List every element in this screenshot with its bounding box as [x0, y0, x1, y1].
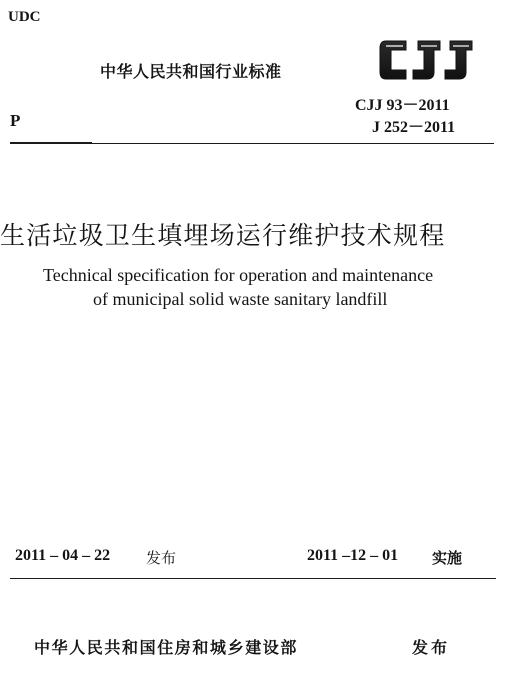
record-code: J 252－2011 — [372, 119, 456, 136]
classification-code: P — [10, 111, 21, 130]
implementation-label: 实施 — [432, 549, 463, 567]
publisher: 中华人民共和国住房和城乡建设部 — [34, 638, 299, 657]
issue-label: 发布 — [146, 549, 177, 567]
top-rule — [10, 143, 494, 144]
cjj-logo — [376, 35, 478, 85]
title-chinese: 生活垃圾卫生填埋场运行维护技术规程 — [0, 221, 446, 250]
title-english-line1: Technical specification for operation and maintenance — [43, 265, 434, 285]
publish-label: 发布 — [412, 638, 451, 657]
udc-label: UDC — [8, 9, 41, 25]
bottom-rule — [10, 578, 496, 579]
implementation-date: 2011 –12 – 01 — [307, 547, 399, 564]
standard-category: 中华人民共和国行业标准 — [100, 62, 282, 81]
standard-code: CJJ 93－2011 — [355, 97, 450, 114]
title-english-line2: of municipal solid waste sanitary landfill — [93, 289, 388, 309]
issue-date: 2011 – 04 – 22 — [15, 547, 111, 564]
